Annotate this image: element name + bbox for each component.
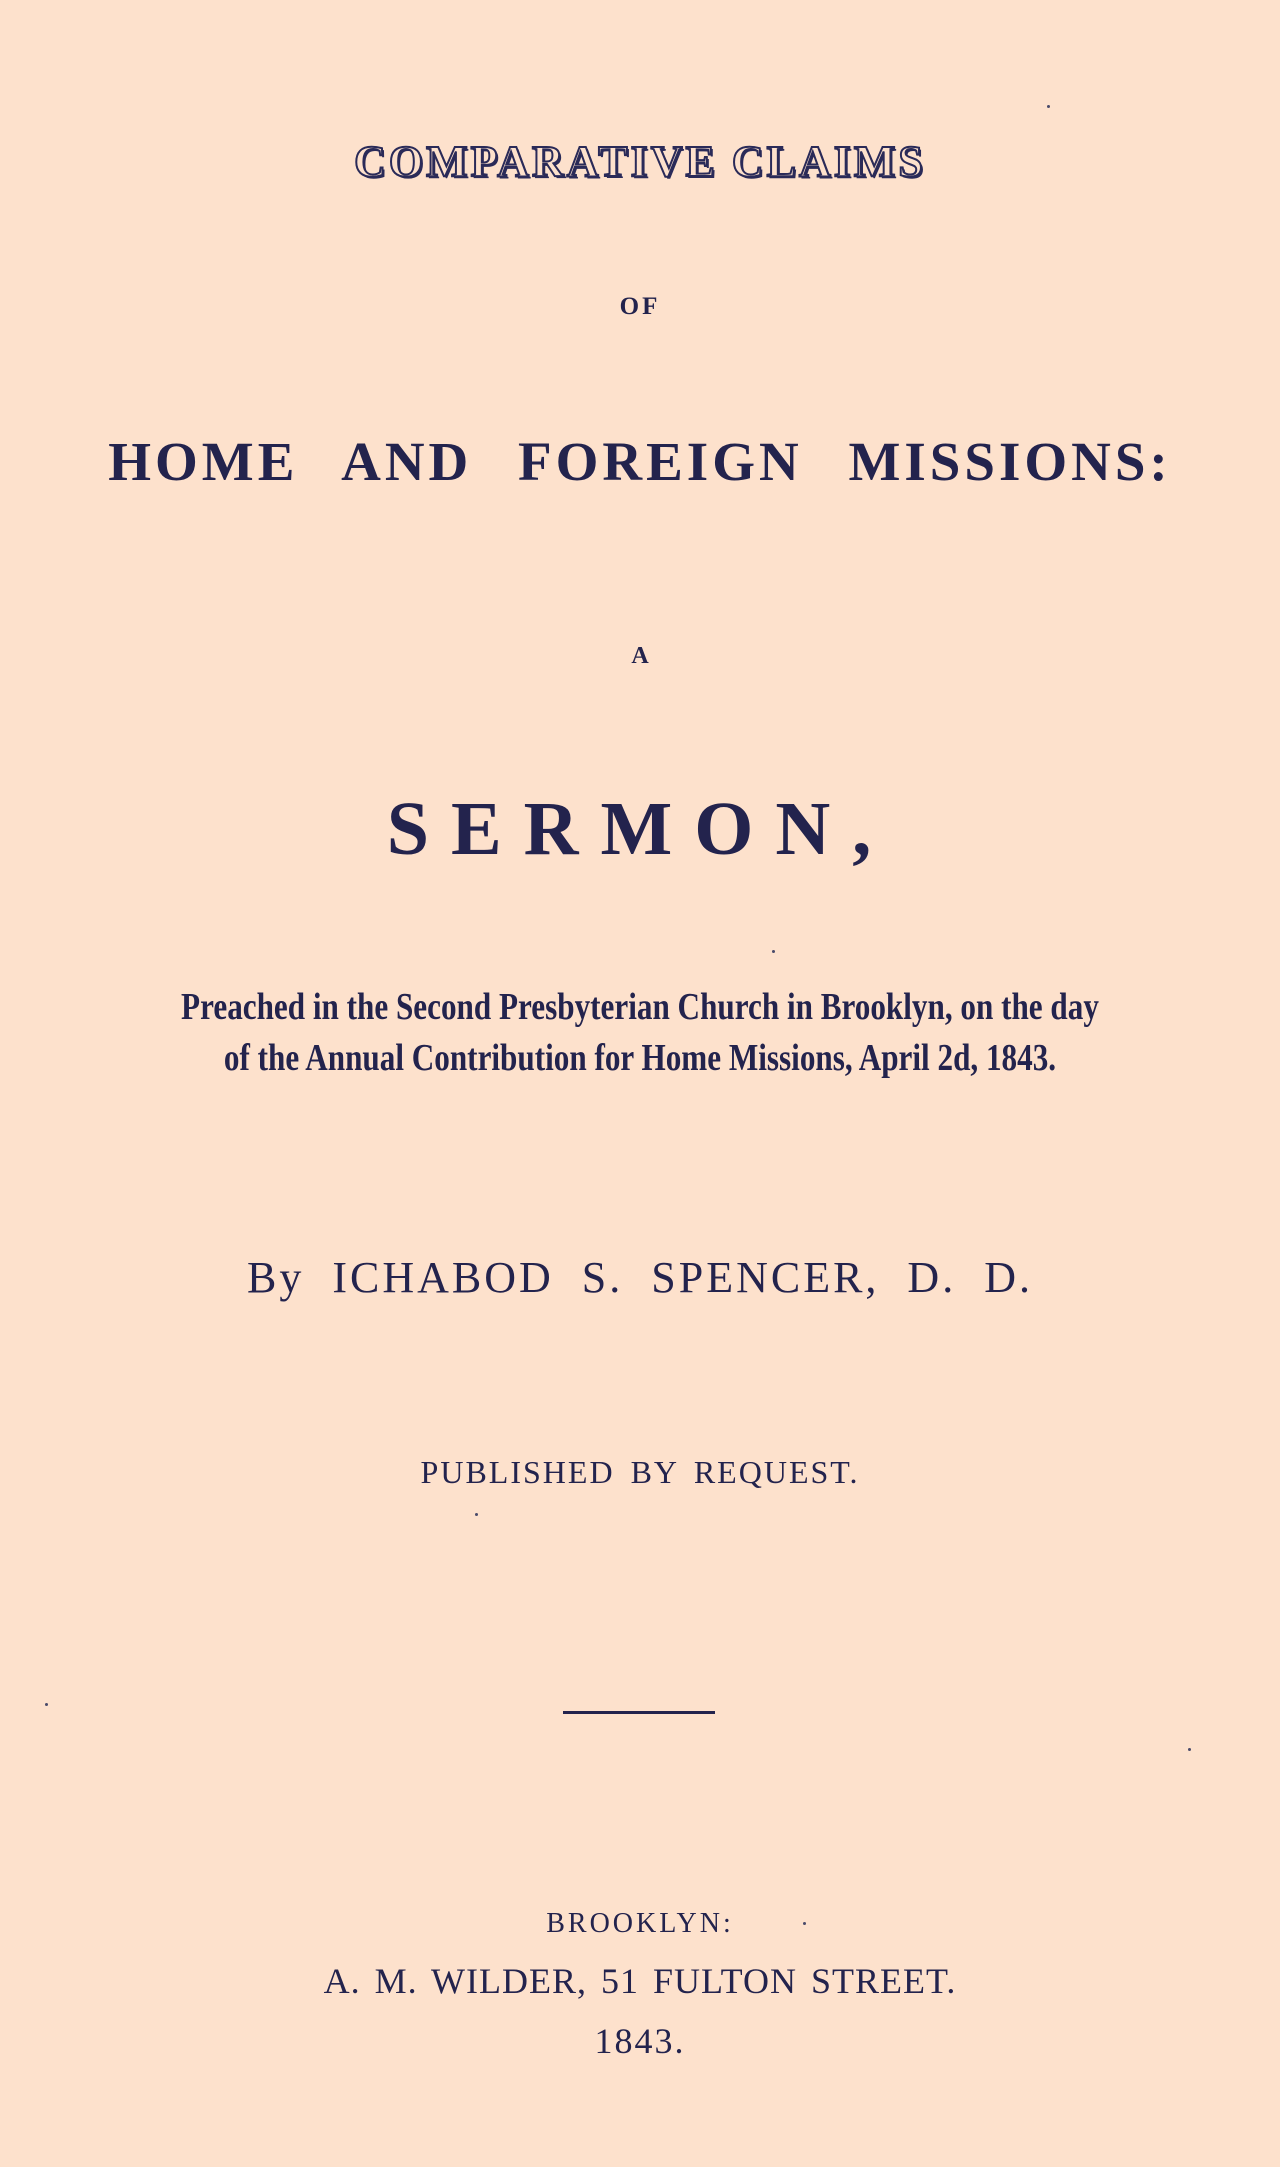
imprint-publisher: A. M. WILDER, 51 FULTON STREET. bbox=[323, 1961, 957, 2001]
author-line: By ICHABOD S. SPENCER, D. D. bbox=[247, 1253, 1033, 1302]
divider-rule bbox=[563, 1711, 715, 1714]
paper-speck bbox=[772, 950, 775, 953]
paper-speck bbox=[1188, 1748, 1191, 1751]
title-connector: OF bbox=[619, 293, 661, 320]
paper-speck bbox=[45, 1703, 48, 1706]
occasion-line-2: of the Annual Contribution for Home Missions, April 2d, 1843. bbox=[223, 1037, 1057, 1079]
genre-heading: SERMON, bbox=[386, 787, 894, 871]
imprint-year: 1843. bbox=[594, 2021, 686, 2061]
publication-note: PUBLISHED BY REQUEST. bbox=[420, 1454, 860, 1490]
book-title: COMPARATIVE CLAIMS bbox=[354, 137, 926, 186]
paper-speck bbox=[803, 1922, 806, 1925]
occasion-line-1: Preached in the Second Presbyterian Church in Brooklyn, on the day bbox=[181, 986, 1099, 1028]
paper-speck bbox=[1047, 105, 1050, 108]
imprint-city: BROOKLYN: bbox=[546, 1908, 734, 1939]
paper-speck bbox=[475, 1513, 478, 1516]
book-subject: HOME AND FOREIGN MISSIONS: bbox=[108, 431, 1172, 492]
article-text: A bbox=[631, 643, 649, 669]
